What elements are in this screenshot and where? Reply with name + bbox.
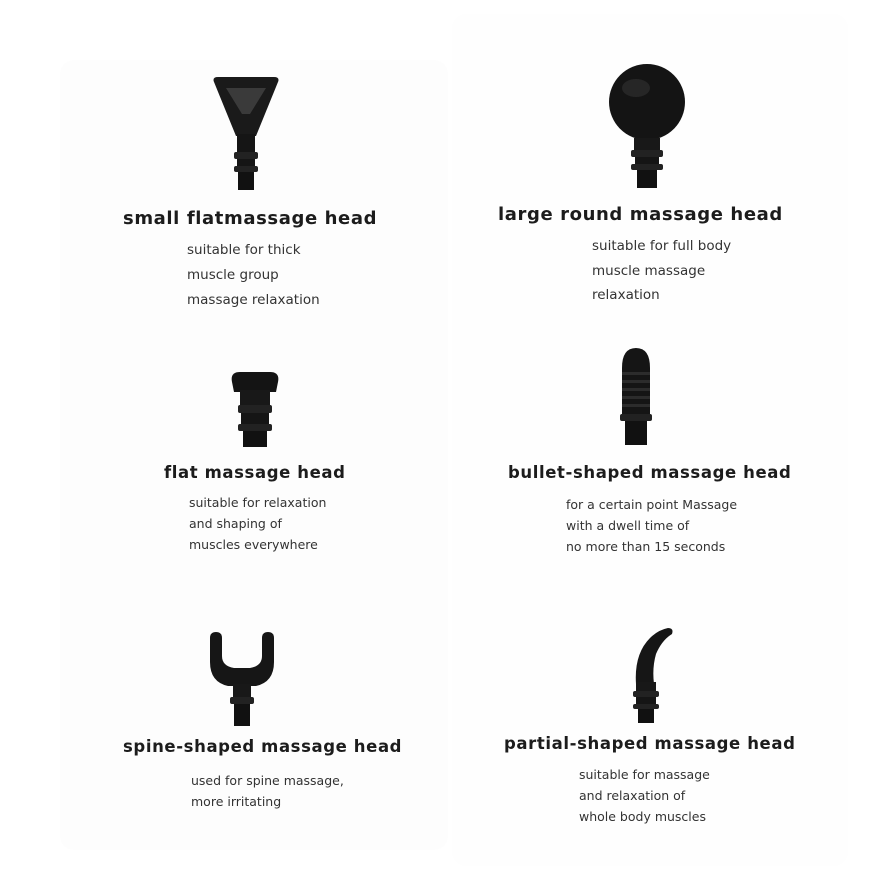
flat-title: flat massage head bbox=[164, 463, 346, 482]
large-round-title: large round massage head bbox=[498, 204, 783, 225]
desc-line: more irritating bbox=[191, 794, 282, 809]
desc-line: massage relaxation bbox=[187, 292, 320, 308]
spine-head-icon bbox=[206, 632, 278, 728]
large-round-description bbox=[592, 234, 731, 308]
desc-line: muscle group bbox=[187, 267, 279, 283]
desc-line: for a certain point Massage bbox=[566, 497, 738, 512]
desc-line: and relaxation of bbox=[579, 788, 686, 803]
large-round-head-icon bbox=[606, 60, 690, 190]
small-flat-description bbox=[187, 238, 320, 313]
desc-line: suitable for full body bbox=[592, 238, 732, 254]
desc-line: muscles everywhere bbox=[189, 537, 318, 552]
bullet-description bbox=[566, 494, 737, 557]
small-flat-head-icon bbox=[206, 74, 286, 192]
bullet-title: bullet-shaped massage head bbox=[508, 463, 792, 482]
desc-line: muscle massage bbox=[592, 262, 706, 279]
flat-head-icon bbox=[226, 370, 284, 448]
desc-line: with a dwell time of bbox=[566, 518, 690, 533]
spine-title: spine-shaped massage head bbox=[123, 737, 403, 756]
desc-line: suitable for thick bbox=[187, 242, 301, 258]
partial-title: partial-shaped massage head bbox=[504, 734, 796, 753]
bullet-head-icon bbox=[614, 346, 658, 446]
partial-head-icon bbox=[628, 624, 678, 724]
desc-line: and shaping of bbox=[189, 516, 282, 531]
desc-line: whole body muscles bbox=[579, 809, 706, 824]
desc-line: suitable for relaxation bbox=[189, 495, 327, 510]
flat-description bbox=[189, 492, 326, 555]
desc-line: no more than 15 seconds bbox=[566, 539, 726, 554]
spine-description bbox=[191, 770, 344, 812]
small-flat-title: small flatmassage head bbox=[123, 208, 378, 229]
partial-description bbox=[579, 764, 710, 827]
desc-line: used for spine massage, bbox=[191, 773, 344, 788]
desc-line: suitable for massage bbox=[579, 767, 710, 782]
desc-line: relaxation bbox=[592, 287, 660, 303]
